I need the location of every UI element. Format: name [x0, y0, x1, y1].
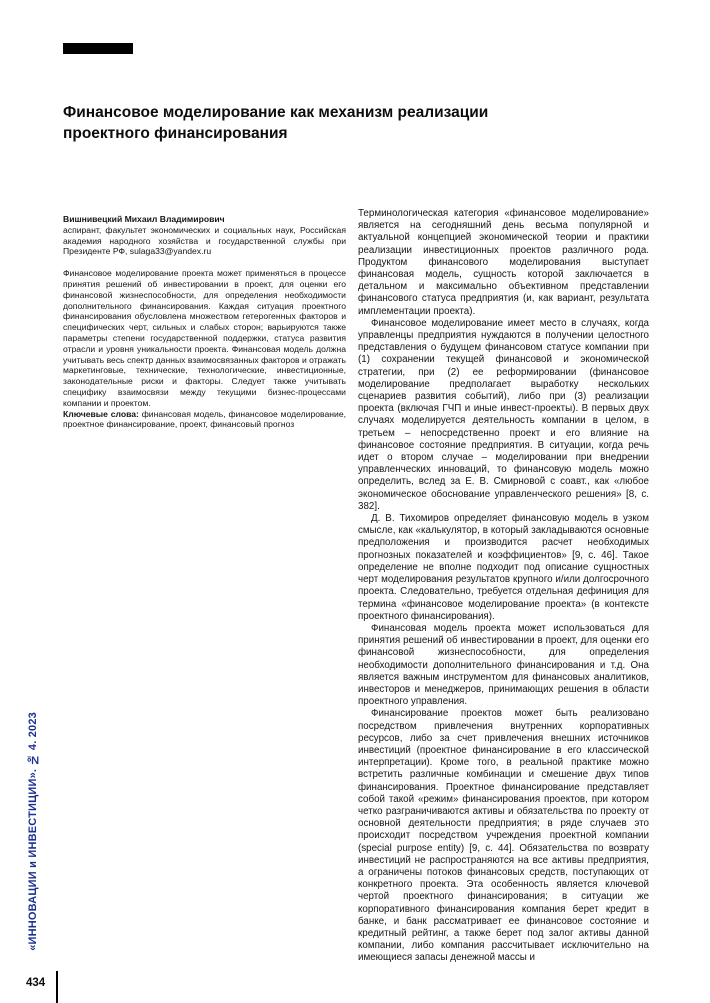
body-paragraph-4: Финансовая модель проекта может использоваться для принятия решений об инвестировании в проект, для оценки его финансовой жизнеспособности, для определения необходимости дополнительного финансирования и т.д. Она является важным инструментом для финансовых аналитиков, инвесторов и менеджеров, принимающих решения в области проектного управления.	[358, 622, 649, 708]
author-affiliation: аспирант, факультет экономических и социальных наук, Российская академия народного хозяйства и государственной службы при Президенте РФ, sulaga33@yandex.ru	[63, 224, 346, 257]
keywords-block	[63, 409, 346, 431]
body-paragraph-2: Финансовое моделирование имеет место в случаях, когда управленцы предприятия нуждаются в получении целостного представления о будущем финансовом статусе компании при (1) сохранении текущей финансовой и экономической стратегии, при (2) ее реформировании (финансовое моделирование предполагает выработку нескольких сценариев развития событий), либо при (3) реализации проекта (включая ГЧП и иные инвест-проекты). В первых двух случаях моделируется деятельность компании в целом, в третьем – непосредственно проект и его влияние на финансовое состояние предприятия. В ситуации, когда речь идет о втором случае – моделировании при внедрении управленческих инноваций, то финансовую модель можно определить, вслед за Е. В. Смирновой с соавт., как «любое экономическое обоснование управленческого решения» [8, с. 382].	[358, 317, 649, 512]
abstract-text: Финансовое моделирование проекта может применяться в процессе принятия решений об инвестировании в проект, для оценки его финансовой жизнеспособности, для определения необходимости дополнительного финансирования. Каждая ситуация проектного финансирования обусловлена множеством гетерогенных факторов и специфических черт, сильных и слабых сторон; варьируются также параметры степени государственной поддержки, статуса развития отрасли и уровня уникальности проекта. Финансовая модель должна учитывать весь спектр данных взаимосвязанных факторов и отражать маркетинговые, технические, технологические, инвестиционные, законодательные риски и факторы. Следует также учитывать специфику взаимосвязи между текущими бизнес-процессами компании и проектом.	[63, 268, 346, 408]
body-paragraph-1: Терминологическая категория «финансовое моделирование» является на сегодняшний день весьма популярной и актуальной концепцией экономической теории и практики реализации инвестиционных проектов различного рода. Продуктом финансового моделирования выступает финансовая модель, сущность которой заключается в детальном и максимально объективном представлении финансового статуса предприятия (и, как вариант, результата имплементации проекта).	[358, 208, 649, 317]
article-title: Финансовое моделирование как механизм реализации проектного финансирования	[63, 104, 489, 142]
redaction-bar	[63, 43, 133, 54]
body-paragraph-5: Финансирование проектов может быть реализовано посредством привлечения внутренних корпоративных ресурсов, либо за счет привлечения внешних источников инвестиций (проектное финансирование в его классической интерпретации). Кроме того, в реальной практике можно встретить различные комбинации и смешение двух типов финансирования. Проектное финансирование представляет собой такой «режим» финансирования проектов, при котором четко разграничиваются активы и обязательства по проекту от основной деятельности предприятия; в ряде случаев это происходит посредством учреждения проектной компании (special purpose entity) [9, с. 44]. Обязательства по возврату инвестиций не распространяются на все активы предприятия, а ограничены потоков финансовых средств, поступающих от конкретного проекта. Эта особенность является ключевой чертой проектного финансирования; в ситуации же корпоративного финансирования компания берет кредит в банке, и банк рассматривает ее финансовое состояние и кредитный рейтинг, а также берет под залог активы данной компании, либо компания рассчитывает исключительно на имеющиеся запасы денежной массы и	[358, 708, 649, 964]
body-column	[358, 208, 649, 965]
author-name: Вишнивецкий Михаил Владимирович	[63, 214, 225, 224]
journal-title-vertical: «ИННОВАЦИИ и ИНВЕСТИЦИИ». № 4. 2023	[27, 712, 39, 951]
page-number: 434	[26, 977, 46, 989]
keywords-text: финансовая модель, финансовое моделирование, проектное финансирование, проект, финансовый прогноз	[63, 408, 346, 430]
footer-divider	[56, 971, 58, 1003]
left-column	[63, 214, 346, 430]
keywords-label: Ключевые слова:	[63, 408, 139, 419]
body-paragraph-3: Д. В. Тихомиров определяет финансовую модель в узком смысле, как «калькулятор, в который закладываются основные предположения и производится расчет необходимых прогнозных показателей и коэффициентов» [9, с. 46]. Такое определение не вполне подходит под описание сущностных черт моделирования результатов крупного и/или долгосрочного проекта. Следовательно, требуется отдельная дефиниция для термина «финансовое моделирование проекта» (в контексте проектного финансирования).	[358, 513, 649, 622]
